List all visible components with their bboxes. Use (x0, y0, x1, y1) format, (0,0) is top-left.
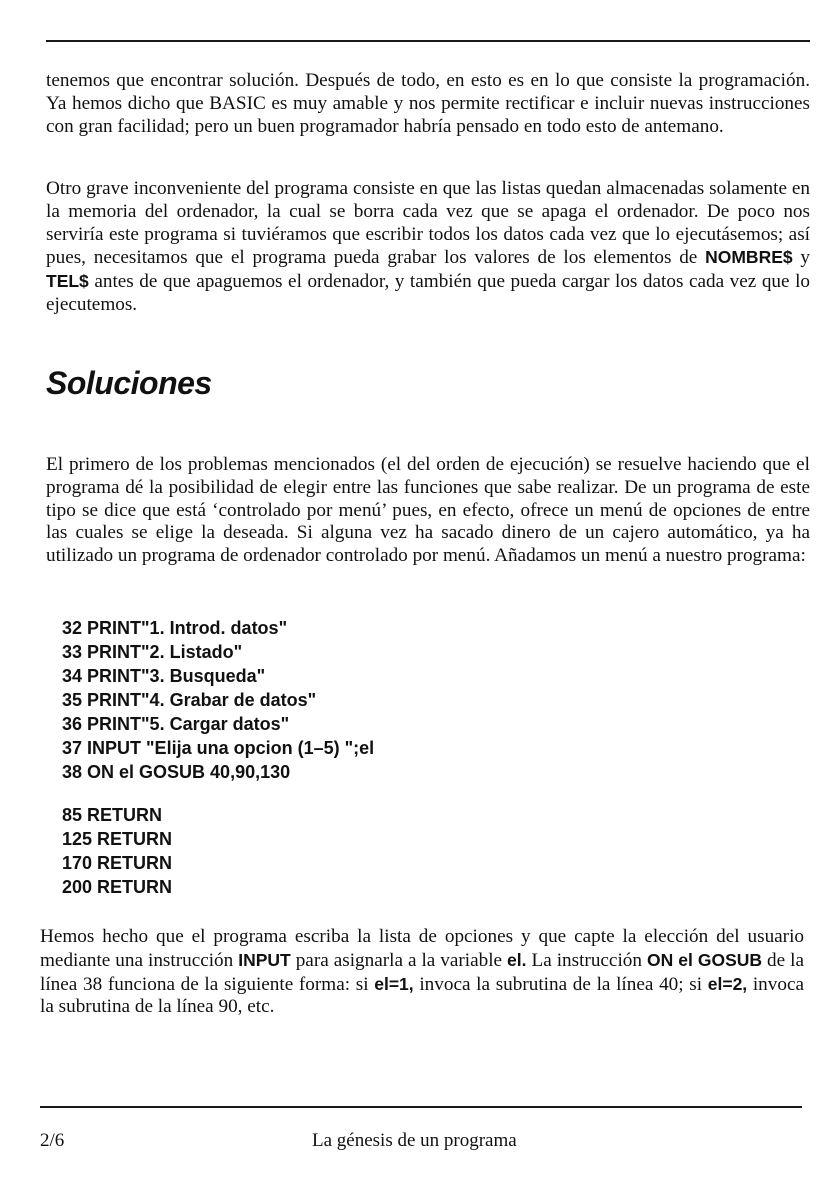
code-line: 200 RETURN (62, 877, 173, 897)
paragraph-text: de la línea 38 funciona de la siguiente forma: si (40, 949, 804, 995)
bottom-rule (40, 1106, 802, 1108)
code-line: 36 PRINT"5. Cargar datos" (62, 714, 290, 734)
keyword-on-gosub: ON el GOSUB (646, 949, 763, 970)
code-line: 32 PRINT"1. Introd. datos" (62, 618, 288, 638)
paragraph-text: Hemos hecho que el programa escriba la lista de opciones y que capte la elección del usuario mediante una instrucción (40, 926, 804, 971)
running-footer-title: La génesis de un programa (312, 1130, 517, 1151)
paragraph-intro: tenemos que encontrar solución. Después de todo, en esto es en lo que consiste la programación. Ya hemos dicho que BASIC es muy amable y nos permite rectificar e incluir nuevas instrucciones con gran facilidad; pero un buen programador habría pensado en todo esto de antemano. (46, 70, 810, 137)
keyword-el-2: el=2, (707, 973, 748, 994)
code-line: 35 PRINT"4. Grabar de datos" (62, 690, 317, 710)
code-listing-return (62, 803, 662, 899)
keyword-nombre: NOMBRE$ (705, 247, 793, 268)
code-line: 125 RETURN (62, 829, 173, 849)
keyword-tel: TEL$ (46, 271, 89, 292)
keyword-el-1: el=1, (374, 973, 414, 994)
paragraph-inconveniente (46, 178, 810, 317)
top-rule (46, 40, 810, 42)
code-line: 38 ON el GOSUB 40,90,130 (62, 762, 291, 782)
code-line: 33 PRINT"2. Listado" (62, 642, 243, 662)
code-line: 85 RETURN (62, 805, 163, 825)
paragraph-text: invoca la subrutina de la línea 40; si (413, 973, 708, 995)
keyword-input: INPUT (238, 949, 291, 970)
paragraph-text: antes de que apaguemos el ordenador, y también que pueda cargar los datos cada vez que lo ejecutemos. (46, 271, 810, 315)
paragraph-explanation (40, 926, 804, 1019)
paragraph-text: La instrucción (526, 949, 647, 971)
code-line: 170 RETURN (62, 853, 173, 873)
paragraph-text: Otro grave inconveniente del programa consiste en que las listas quedan almacenadas solamente en la memoria del ordenador, la cual se borra cada vez que se apaga el ordenador. De poco nos serviría este programa si tuviéramos que escribir todos los datos cada vez que lo ejecutásemos; así pues, necesitamos que el programa pueda grabar los valores de los elementos de (46, 178, 810, 269)
paragraph-text: invoca la subrutina de la línea 90, etc. (40, 973, 804, 1018)
paragraph-menu: El primero de los problemas mencionados (el del orden de ejecución) se resuelve haciendo que el programa dé la posibilidad de elegir entre las funciones que sabe realizar. De un programa de este tipo se dice que está ‘controlado por menú’ pues, en efecto, ofrece un menú de opciones de entre las cuales se elige la deseada. Si alguna vez ha sacado dinero de un cajero automático, ya ha utilizado un programa de ordenador controlado por menú. Añadamos un menú a nuestro programa: (46, 454, 810, 567)
keyword-el: el. (507, 949, 527, 970)
paragraph-text: y (792, 247, 811, 269)
code-line: 37 INPUT "Elija una opcion (1–5) ";el (62, 738, 375, 758)
paragraph-text: para asignarla a la variable (290, 949, 508, 971)
section-heading: Soluciones (46, 365, 212, 401)
page-number: 2/6 (40, 1130, 65, 1151)
code-line: 34 PRINT"3. Busqueda" (62, 666, 266, 686)
code-listing-menu (62, 616, 662, 784)
